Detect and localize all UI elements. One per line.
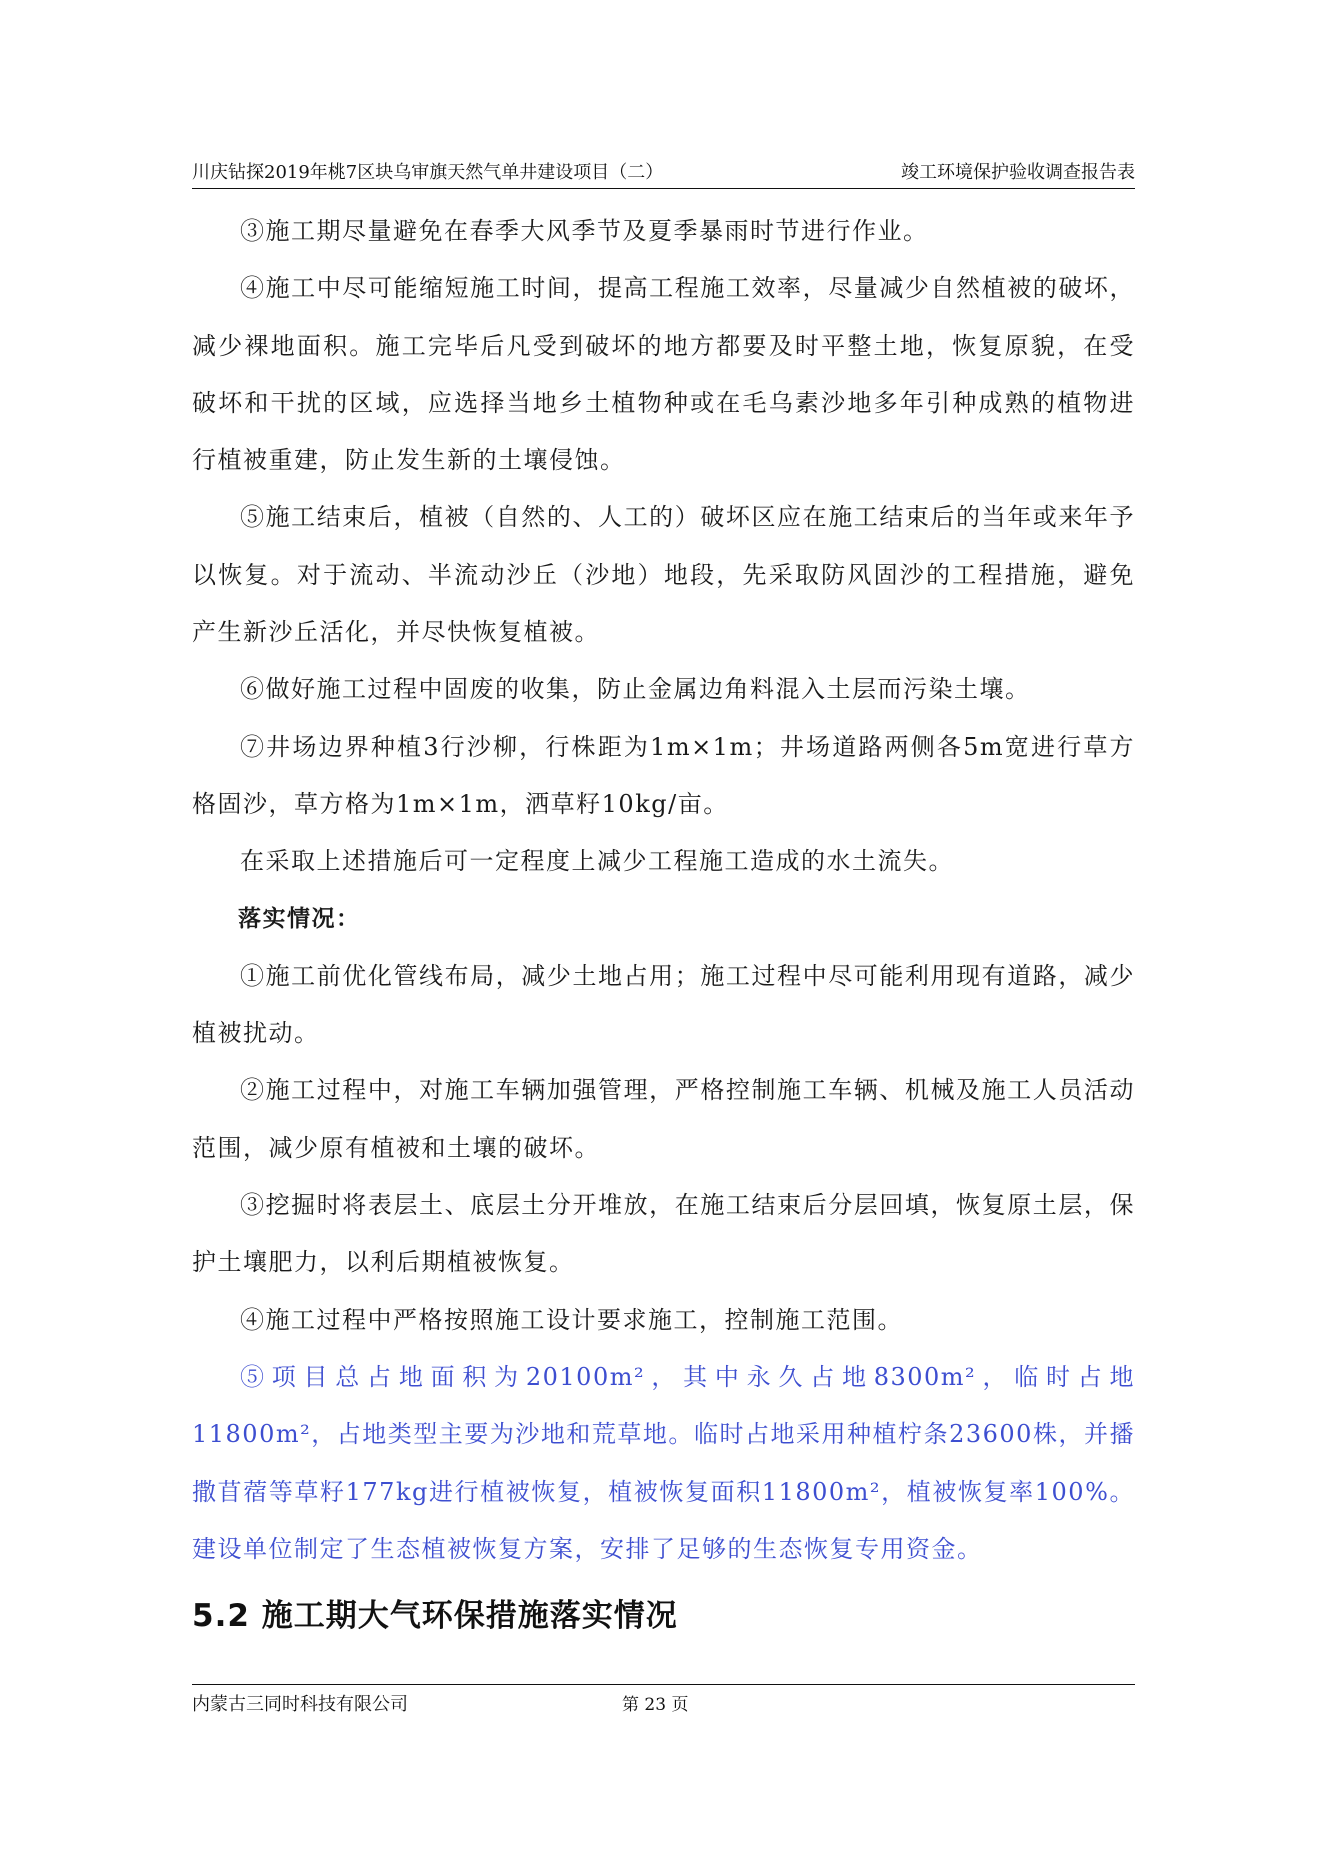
implementation-heading: 落实情况： (238, 905, 361, 932)
body-text (192, 203, 1135, 1578)
footer-company: 内蒙古三同时科技有限公司 (192, 1694, 408, 1715)
paragraph-implementation-5: ⑤项目总占地面积为20100m²，其中永久占地8300m²，临时占地11800m²，占地类型主要为沙地和荒草地。临时占地采用种植柠条23600株，并播撒苜蓿等草籽177kg进行植被恢复，植被恢复面积11800m²，植被恢复率100%。建设单位制定了生态植被恢复方案，安排了足够的生态恢复专用资金。 (192, 1362, 1135, 1563)
paragraph-implementation-3: ③挖掘时将表层土、底层土分开堆放，在施工结束后分层回填，恢复原土层，保护土壤肥力，以利后期植被恢复。 (192, 1191, 1135, 1277)
header-report-title: 竣工环境保护验收调查报告表 (901, 162, 1135, 183)
paragraph-implementation-2: ②施工过程中，对施工车辆加强管理，严格控制施工车辆、机械及施工人员活动范围，减少原有植被和土壤的破坏。 (192, 1076, 1135, 1162)
page-header (192, 158, 1135, 189)
paragraph-measure-6: ⑥做好施工过程中固废的收集，防止金属边角料混入土层而污染土壤。 (240, 675, 1031, 704)
page-footer (192, 1690, 1135, 1720)
page-number: 第 23 页 (622, 1695, 689, 1715)
paragraph-implementation-1: ①施工前优化管线布局，减少土地占用；施工过程中尽可能利用现有道路，减少植被扰动。 (192, 961, 1135, 1048)
paragraph-implementation-4: ④施工过程中严格按照施工设计要求施工，控制施工范围。 (240, 1305, 903, 1334)
footer-rule (192, 1684, 1135, 1685)
paragraph-measure-4: ④施工中尽可能缩短施工时间，提高工程施工效率，尽量减少自然植被的破坏，减少裸地面积。施工完毕后凡受到破坏的地方都要及时平整土地，恢复原貌，在受破坏和干扰的区域，应选择当地乡土植物种或在毛乌素沙地多年引种成熟的植物进行植被重建，防止发生新的土壤侵蚀。 (192, 274, 1135, 475)
paragraph-measure-7: ⑦井场边界种植3行沙柳，行株距为1m×1m；井场道路两侧各5m宽进行草方格固沙，草方格为1m×1m，洒草籽10kg/亩。 (192, 732, 1135, 818)
header-project-title: 川庆钻探2019年桃7区块乌审旗天然气单井建设项目（二） (192, 162, 664, 183)
paragraph-measure-3: ③施工期尽量避免在春季大风季节及夏季暴雨时节进行作业。 (240, 217, 929, 245)
paragraph-measure-5: ⑤施工结束后，植被（自然的、人工的）破坏区应在施工结束后的当年或来年予以恢复。对于流动、半流动沙丘（沙地）地段，先采取防风固沙的工程措施，避免产生新沙丘活化，并尽快恢复植被。 (192, 503, 1135, 647)
section-heading: 5.2 施工期大气环保措施落实情况 (192, 1598, 678, 1634)
paragraph-summary: 在采取上述措施后可一定程度上减少工程施工造成的水土流失。 (240, 847, 954, 876)
